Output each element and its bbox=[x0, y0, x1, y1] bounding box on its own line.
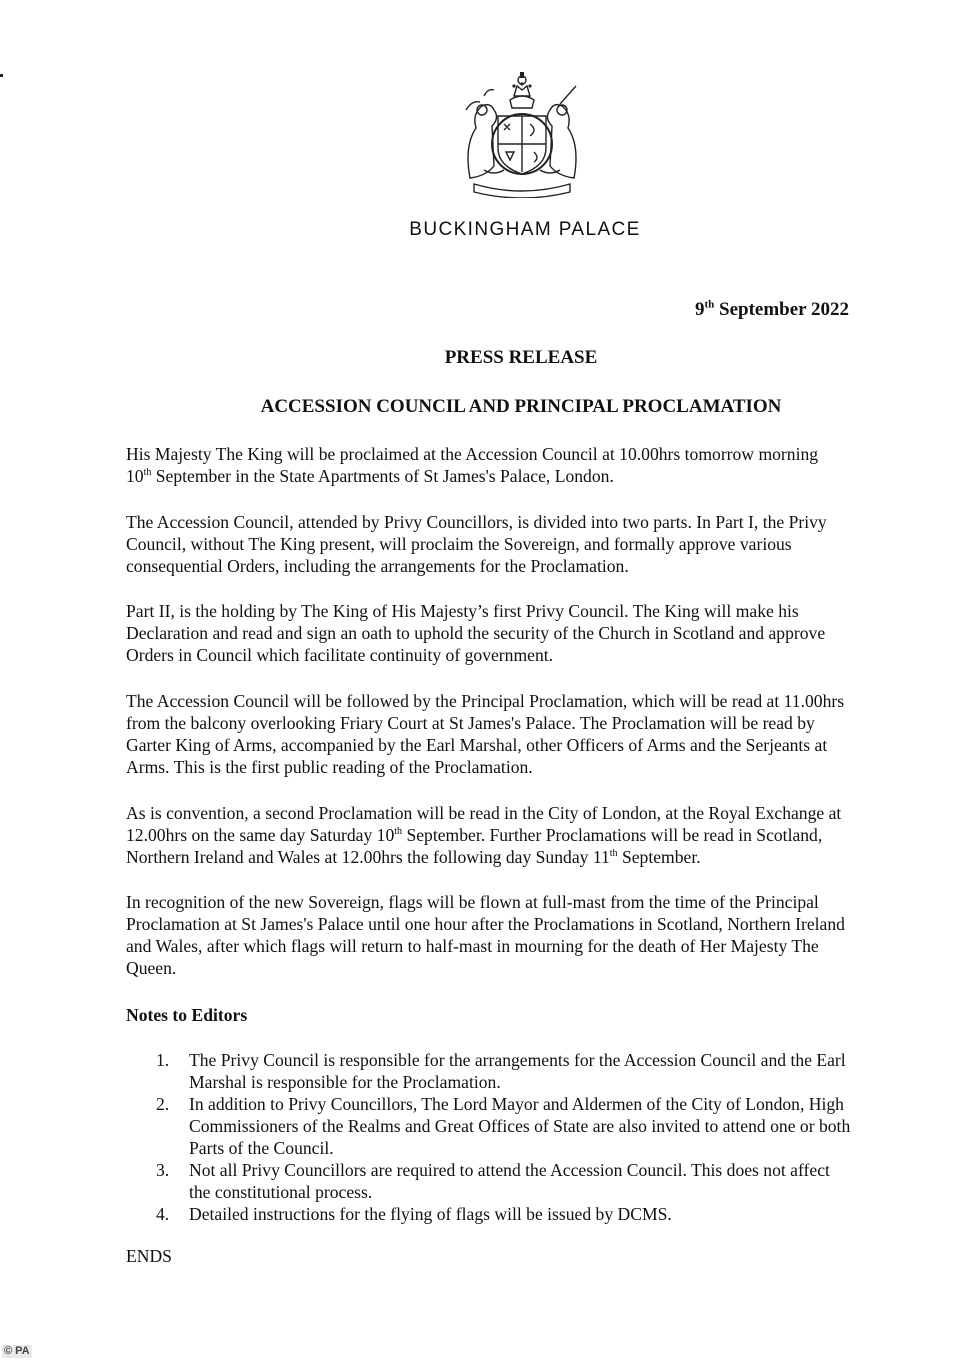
list-line: Parts of the Council. bbox=[189, 1138, 334, 1158]
paragraph-line: Arms. This is the first public reading of the Proclamation. bbox=[126, 757, 533, 777]
list-item bbox=[126, 1093, 926, 1159]
paragraph-line: His Majesty The King will be proclaimed at the Accession Council at 10.00hrs tomorrow morning bbox=[126, 444, 819, 464]
ordinal-suffix: th bbox=[394, 826, 403, 838]
list-line: the constitutional process. bbox=[189, 1182, 373, 1202]
press-release-heading: PRESS RELEASE bbox=[444, 347, 598, 368]
list-item bbox=[126, 1049, 926, 1093]
paragraph-line: and Wales, after which flags will return to half-mast in mourning for the death of Her Majesty The bbox=[126, 936, 819, 956]
date-rest: September 2022 bbox=[714, 299, 850, 320]
list-number: 1. bbox=[156, 1050, 170, 1070]
letterhead-organisation: BUCKINGHAM PALACE bbox=[409, 219, 641, 240]
paragraph-line bbox=[126, 846, 926, 868]
text-fragment: 10 bbox=[126, 466, 144, 486]
paragraph-line: Orders in Council which facilitate continuity of government. bbox=[126, 645, 554, 665]
stray-mark bbox=[0, 74, 3, 77]
list-line: Commissioners of the Realms and Great Offices of State are also invited to attend one or both bbox=[189, 1116, 851, 1136]
text-fragment: Northern Ireland and Wales at 12.00hrs the following day Sunday 11 bbox=[126, 847, 610, 867]
list-line: Marshal is responsible for the Proclamation. bbox=[189, 1072, 501, 1092]
paragraph-3 bbox=[126, 600, 926, 666]
paragraph-line bbox=[126, 465, 926, 487]
list-number: 4. bbox=[156, 1204, 170, 1224]
list-number: 2. bbox=[156, 1094, 170, 1114]
date-day: 9 bbox=[695, 299, 705, 320]
ends-marker: ENDS bbox=[126, 1246, 172, 1266]
paragraph-line bbox=[126, 824, 926, 846]
list-line: Detailed instructions for the flying of flags will be issued by DCMS. bbox=[189, 1204, 672, 1224]
paragraph-line: Council, without The King present, will proclaim the Sovereign, and formally approve various bbox=[126, 534, 792, 554]
text-fragment: 12.00hrs on the same day Saturday 10 bbox=[126, 825, 395, 845]
paragraph-6 bbox=[126, 891, 926, 979]
paragraph-line: Declaration and read and sign an oath to uphold the security of the Church in Scotland and approve bbox=[126, 623, 826, 643]
paragraph-line: The Accession Council, attended by Privy Councillors, is divided into two parts. In Part I, the Privy bbox=[126, 512, 827, 532]
paragraph-5 bbox=[126, 802, 926, 868]
list-item bbox=[126, 1203, 926, 1225]
list-item bbox=[126, 1159, 926, 1203]
text-fragment: September. Further Proclamations will be read in Scotland, bbox=[402, 825, 823, 845]
pa-watermark: © PA bbox=[4, 1345, 30, 1357]
paragraph-line: from the balcony overlooking Friary Court at St James's Palace. The Proclamation will be read by bbox=[126, 713, 815, 733]
paragraph-line: In recognition of the new Sovereign, flags will be flown at full-mast from the time of the Principal bbox=[126, 892, 819, 912]
royal-coat-of-arms-icon bbox=[454, 66, 590, 198]
list-number: 3. bbox=[156, 1160, 170, 1180]
ordinal-suffix: th bbox=[143, 467, 152, 479]
date-suffix: th bbox=[704, 298, 715, 311]
paragraph-4 bbox=[126, 690, 926, 778]
ordinal-suffix: th bbox=[609, 848, 618, 860]
paragraph-line: Proclamation at St James's Palace until one hour after the Proclamations in Scotland, Northern Ireland bbox=[126, 914, 845, 934]
list-line: Not all Privy Councillors are required to attend the Accession Council. This does not affect bbox=[189, 1160, 830, 1180]
paragraph-2 bbox=[126, 511, 926, 577]
text-fragment: September. bbox=[617, 847, 701, 867]
paragraph-line: Queen. bbox=[126, 958, 177, 978]
paragraph-line: Part II, is the holding by The King of His Majesty’s first Privy Council. The King will make his bbox=[126, 601, 799, 621]
notes-heading: Notes to Editors bbox=[126, 1005, 248, 1025]
paragraph-line: consequential Orders, including the arrangements for the Proclamation. bbox=[126, 556, 629, 576]
paragraph-1 bbox=[126, 443, 926, 487]
text-fragment: September in the State Apartments of St James's Palace, London. bbox=[151, 466, 614, 486]
document-title: ACCESSION COUNCIL AND PRINCIPAL PROCLAMATION bbox=[260, 396, 782, 417]
release-date bbox=[695, 299, 849, 321]
list-line: The Privy Council is responsible for the arrangements for the Accession Council and the Earl bbox=[189, 1050, 846, 1070]
list-line: In addition to Privy Councillors, The Lord Mayor and Aldermen of the City of London, High bbox=[189, 1094, 844, 1114]
paragraph-line: As is convention, a second Proclamation will be read in the City of London, at the Royal Exchange at bbox=[126, 803, 842, 823]
paragraph-line: Garter King of Arms, accompanied by the Earl Marshal, other Officers of Arms and the Serjeants at bbox=[126, 735, 828, 755]
notes-list bbox=[126, 1049, 926, 1225]
paragraph-line: The Accession Council will be followed by the Principal Proclamation, which will be read at 11.00hrs bbox=[126, 691, 845, 711]
